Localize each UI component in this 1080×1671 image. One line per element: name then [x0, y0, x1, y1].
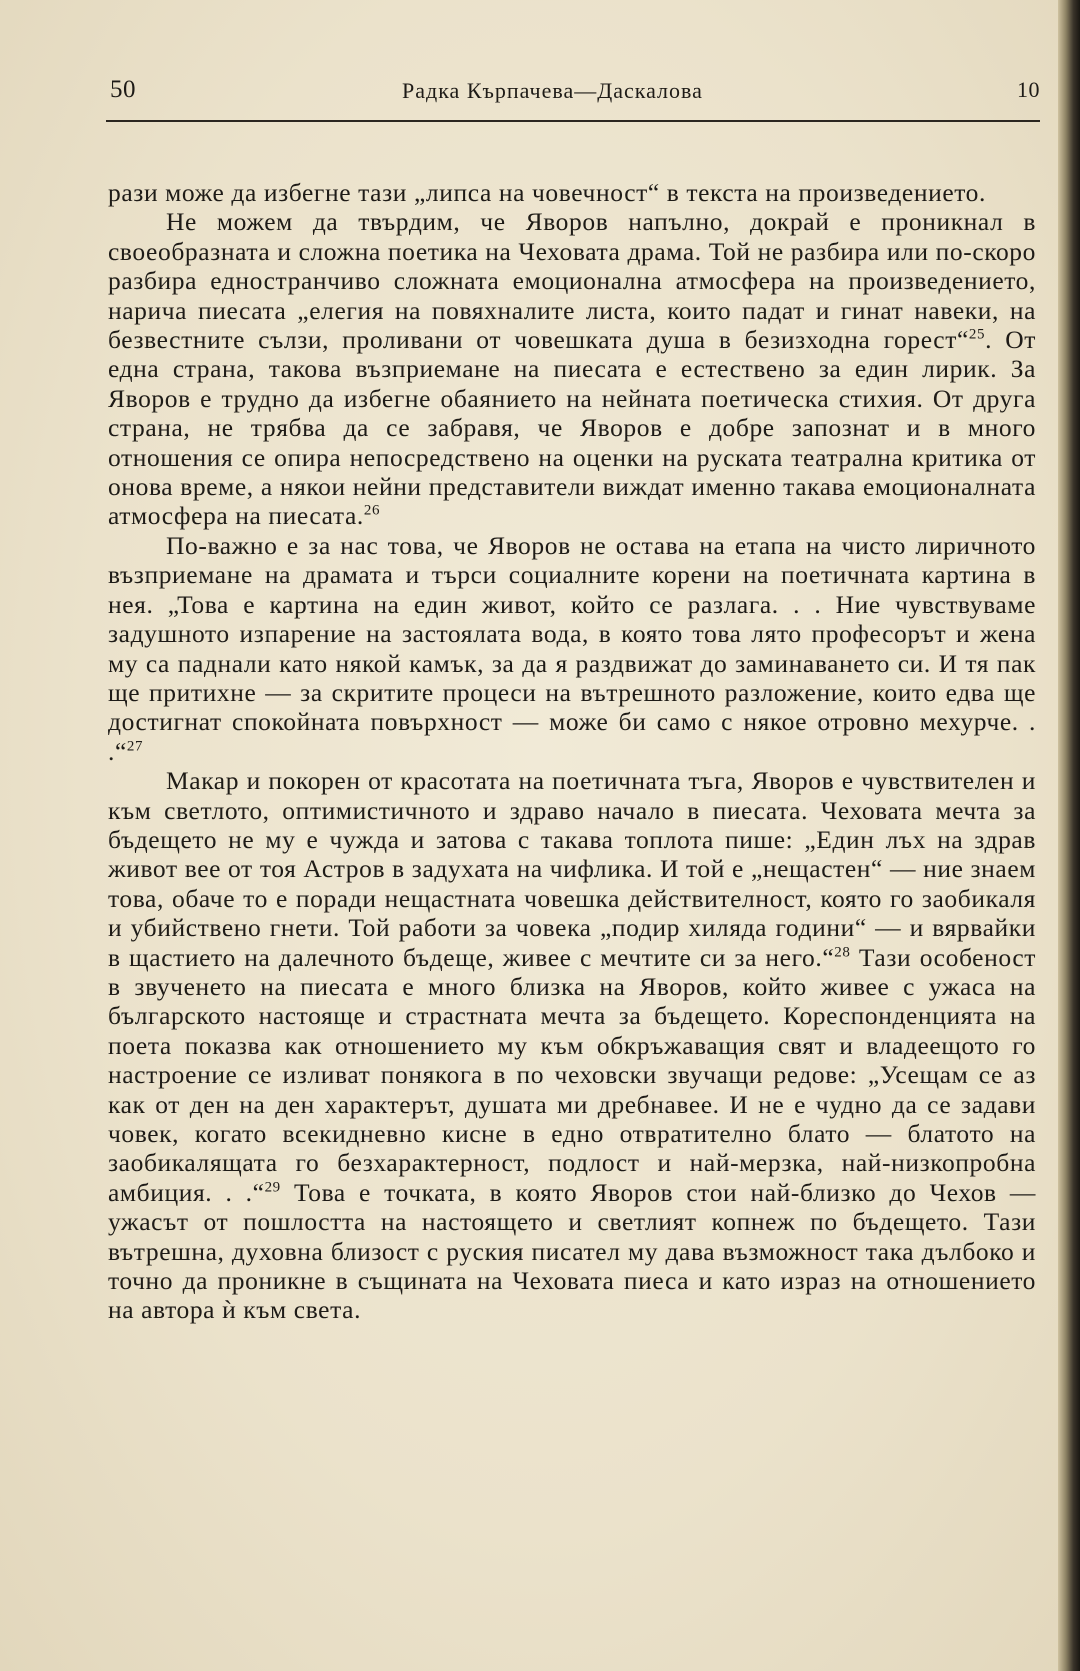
- footnote-marker: 29: [264, 1179, 281, 1196]
- paragraph-text: Макар и покорен от красотата на поетичната тъга, Яворов е чувствителен и към светлото, оптимистичното и здраво начало в пиесата. Чеховата мечта за бъдещето не му е чужда и затова с такава топлота пише: „Един лъх на здрав живот вее от тоя Астров в задухата на чифлика. И той е „нещастен“ — ние знаем това, обаче то е поради нещастната човешка действителност, която го заобикаля и убийствено гнети. Той работи за човека „подир хиляда години“ — и вярвайки в щастието на далечното бъдеще, живее с мечтите си за него.“: [108, 766, 1036, 972]
- paragraph: [108, 531, 1036, 766]
- paragraph: [108, 178, 1036, 207]
- book-binding-edge: [1058, 0, 1080, 1671]
- paragraph-text: Тази особеност в звученето на пиесата е много близка на Яворов, който живее с ужаса на българското настояще и страстната мечта за бъдещето. Кореспонденцията на поета показва как отношението му към обкръжаващия свят и владеещото го настроение се изливат понякога в по чеховски звучащи редове: „Усещам се аз как от ден на ден характерът, душата ми дребнавее. И не е чудно да се задави човек, когато всекидневно кисне в едно отвратително блато — блатото на заобикалящата го безхарактерност, подлост и най-мерзка, най-низкопробна амбиция. . .“: [108, 942, 1036, 1207]
- footnote-marker: 28: [834, 944, 851, 961]
- footnote-marker: 27: [126, 738, 144, 755]
- paragraph-text: рази може да избегне тази „липса на човечност“ в текста на произведението.: [108, 178, 986, 207]
- header-rule: [106, 120, 1040, 122]
- running-title: Радка Кърпачева—Даскалова: [402, 78, 703, 103]
- running-head: [110, 76, 1040, 116]
- paragraph-text: . От една страна, такова възприемане на пиесата е естествено за един лирик. За Яворов е трудно да избегне обаянието на нейната поетическа стихия. От друга страна, не трябва да се забравя, че Яворов е добре запознат и в много отношения се опира непосредствено на оценки на руската театрална критика от онова време, а някои нейни представители виждат именно такава емоционалната атмосфера на пиесата.: [108, 325, 1036, 531]
- paragraph: [108, 207, 1036, 530]
- chapter-number: 10: [1017, 77, 1040, 102]
- footnote-marker: 25: [968, 326, 986, 343]
- body-text: [108, 178, 1036, 1325]
- paragraph-text: Не можем да твърдим, че Яворов напълно, докрай е проникнал в своеобразната и сложна поетика на Чеховата драма. Той не разбира или по-скоро разбира едностранчиво сложната емоционална атмосфера на произведението, нарича пиесата „елегия на повяхналите листа, които падат и гинат навеки, на безвестните сълзи, проливани от човешката душа в безизходна горест“: [108, 207, 1036, 355]
- paragraph: [108, 766, 1036, 1325]
- paragraph-text: По-важно е за нас това, че Яворов не остава на етапа на чисто лиричното възприемане на драмата и търси социалните корени на поетичната картина в нея. „Това е картина на един живот, който се разлага. . . Ние чувствуваме задушното изпарение на застоялата вода, в която това лято професорът и жена му са паднали като някой камък, за да я раздвижат до заминаването си. И тя пак ще притихне — за скритите процеси на вътрешното разложение, които едва ще достигнат спокойната повърхност — може би само с някое отровно мехурче. . .“: [108, 530, 1036, 766]
- footnote-marker: 26: [363, 502, 381, 519]
- page-number: 50: [110, 76, 136, 103]
- paragraph-text: Това е точката, в която Яворов стои най-близко до Чехов — ужасът от пошлостта на настоящето и светлият копнеж по бъдещето. Тази вътрешна, духовна близост с руския писател му дава възможност така дълбоко и точно да проникне в същината на Чеховата пиеса и като израз на отношението на автора ѝ към света.: [108, 1177, 1036, 1325]
